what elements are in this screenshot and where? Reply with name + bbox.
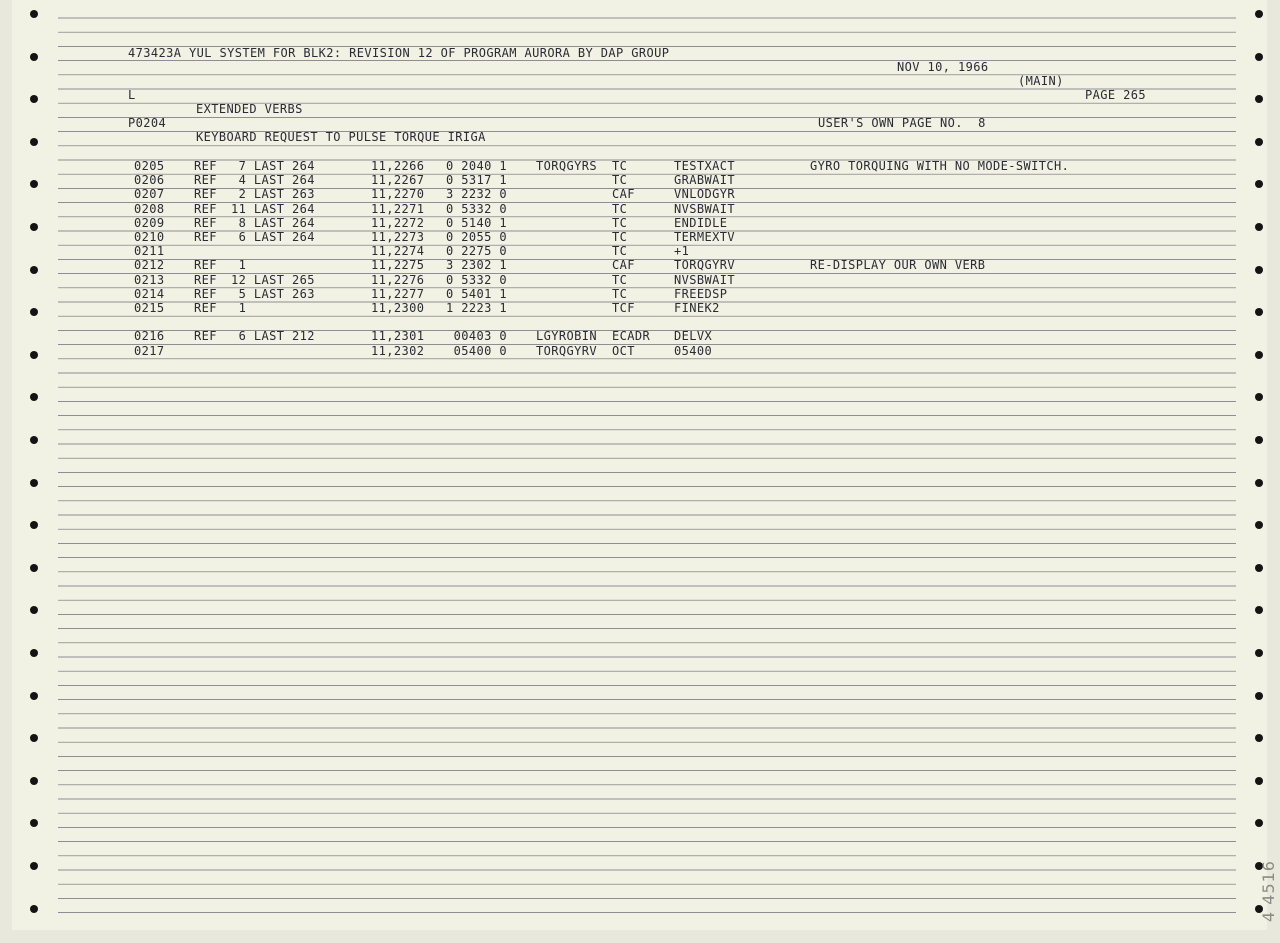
operand: TERMEXTV [674,230,735,244]
line-number: 0208 [134,202,165,216]
routine-id: P0204 [128,116,167,130]
opcode: TC [612,202,628,216]
opcode: TC [612,230,628,244]
operand: FINEK2 [674,301,720,315]
opcode: TC [612,273,628,287]
routine-title: KEYBOARD REQUEST TO PULSE TORQUE IRIGA [196,130,486,144]
feed-hole [1255,95,1263,103]
object-code: 0 2275 0 [446,244,507,258]
ref-keyword: REF [194,258,217,272]
operand: FREEDSP [674,287,728,301]
opcode: OCT [612,344,635,358]
operand: GRABWAIT [674,173,735,187]
object-code: 3 2302 1 [446,258,507,272]
feed-hole [1255,734,1263,742]
line-number: 0209 [134,216,165,230]
label: TORQGYRV [536,344,597,358]
feed-hole [1255,777,1263,785]
ref-keyword: REF [194,216,217,230]
address: 11,2301 [371,329,425,343]
feed-hole [30,436,38,444]
feed-hole [1255,606,1263,614]
feed-hole [30,734,38,742]
line-number: 0211 [134,244,165,258]
feed-hole [1255,308,1263,316]
job-title: 473423A YUL SYSTEM FOR BLK2: REVISION 12 OF PROGRAM AURORA BY DAP GROUP [128,46,670,60]
object-code: 0 5317 1 [446,173,507,187]
page-number: PAGE 265 [1085,88,1146,102]
ref-data: 12 LAST 265 [231,273,315,287]
operand: NVSBWAIT [674,273,735,287]
feed-hole [30,266,38,274]
object-code: 0 5332 0 [446,202,507,216]
opcode: TCF [612,301,635,315]
comment: RE-DISPLAY OUR OWN VERB [810,258,986,272]
address: 11,2274 [371,244,425,258]
label: TORQGYRS [536,159,597,173]
ref-data: 11 LAST 264 [231,202,315,216]
feed-hole [1255,223,1263,231]
opcode: TC [612,216,628,230]
opcode: TC [612,287,628,301]
address: 11,2266 [371,159,425,173]
object-code: 0 2055 0 [446,230,507,244]
operand: TORQGYRV [674,258,735,272]
address: 11,2267 [371,173,425,187]
line-number: 0207 [134,187,165,201]
operand: DELVX [674,329,713,343]
address: 11,2302 [371,344,425,358]
feed-hole [1255,564,1263,572]
feed-hole [1255,53,1263,61]
line-number: 0206 [134,173,165,187]
ref-data: 7 LAST 264 [231,159,315,173]
operand: NVSBWAIT [674,202,735,216]
object-code: 3 2232 0 [446,187,507,201]
feed-hole [30,777,38,785]
address: 11,2300 [371,301,425,315]
feed-hole [1255,819,1263,827]
address: 11,2271 [371,202,425,216]
ref-data: 2 LAST 263 [231,187,315,201]
ref-keyword: REF [194,230,217,244]
feed-hole [1255,266,1263,274]
operand: 05400 [674,344,713,358]
label: LGYROBIN [536,329,597,343]
ref-data: 8 LAST 264 [231,216,315,230]
opcode: TC [612,173,628,187]
opcode: CAF [612,187,635,201]
feed-hole [30,564,38,572]
address: 11,2270 [371,187,425,201]
object-code: 1 2223 1 [446,301,507,315]
feed-hole [30,649,38,657]
listing-marker: L [128,88,136,102]
feed-hole [30,308,38,316]
object-code: 0 2040 1 [446,159,507,173]
feed-hole [30,138,38,146]
print-date: NOV 10, 1966 [897,60,989,74]
feed-hole [1255,351,1263,359]
operand: ENDIDLE [674,216,728,230]
ref-data: 4 LAST 264 [231,173,315,187]
ref-keyword: REF [194,202,217,216]
ref-data: 1 [231,301,247,315]
address: 11,2275 [371,258,425,272]
object-code: 00403 0 [446,329,507,343]
line-number: 0216 [134,329,165,343]
operand: +1 [674,244,690,258]
opcode: TC [612,244,628,258]
ref-keyword: REF [194,173,217,187]
line-number: 0217 [134,344,165,358]
feed-hole [1255,10,1263,18]
object-code: 05400 0 [446,344,507,358]
line-number: 0215 [134,301,165,315]
users-page-number: USER'S OWN PAGE NO. 8 [818,116,986,130]
feed-hole [30,479,38,487]
address: 11,2273 [371,230,425,244]
operand: TESTXACT [674,159,735,173]
line-number: 0214 [134,287,165,301]
address: 11,2277 [371,287,425,301]
feed-hole [30,223,38,231]
line-number: 0212 [134,258,165,272]
feed-hole [30,521,38,529]
feed-hole [30,393,38,401]
ref-keyword: REF [194,159,217,173]
feed-hole [1255,479,1263,487]
feed-hole [30,180,38,188]
feed-hole [30,53,38,61]
feed-hole [1255,692,1263,700]
feed-hole [30,905,38,913]
feed-hole [1255,649,1263,657]
feed-hole [30,606,38,614]
address: 11,2276 [371,273,425,287]
ref-data: 6 LAST 264 [231,230,315,244]
feed-hole [1255,521,1263,529]
operand: VNLODGYR [674,187,735,201]
feed-hole [30,95,38,103]
line-number: 0210 [134,230,165,244]
feed-hole [1255,138,1263,146]
line-number: 0213 [134,273,165,287]
opcode: ECADR [612,329,651,343]
feed-hole [30,819,38,827]
feed-hole [30,862,38,870]
feed-hole [1255,436,1263,444]
object-code: 0 5401 1 [446,287,507,301]
ref-data: 6 LAST 212 [231,329,315,343]
ref-keyword: REF [194,301,217,315]
opcode: CAF [612,258,635,272]
address: 11,2272 [371,216,425,230]
object-code: 0 5140 1 [446,216,507,230]
routine-line [128,102,1178,144]
feed-hole [30,351,38,359]
feed-hole [30,10,38,18]
ref-keyword: REF [194,273,217,287]
ref-data: 5 LAST 263 [231,287,315,301]
section-title: EXTENDED VERBS [196,102,303,116]
ref-keyword: REF [194,329,217,343]
line-number: 0205 [134,159,165,173]
ref-keyword: REF [194,287,217,301]
opcode: TC [612,159,628,173]
feed-hole [1255,180,1263,188]
comment: GYRO TORQUING WITH NO MODE-SWITCH. [810,159,1070,173]
ref-keyword: REF [194,187,217,201]
ref-data: 1 [231,258,247,272]
feed-hole [30,692,38,700]
feed-hole [1255,393,1263,401]
object-code: 0 5332 0 [446,273,507,287]
page-stamp: 4 4516 [1259,860,1278,922]
section-label: (MAIN) [1018,74,1064,88]
